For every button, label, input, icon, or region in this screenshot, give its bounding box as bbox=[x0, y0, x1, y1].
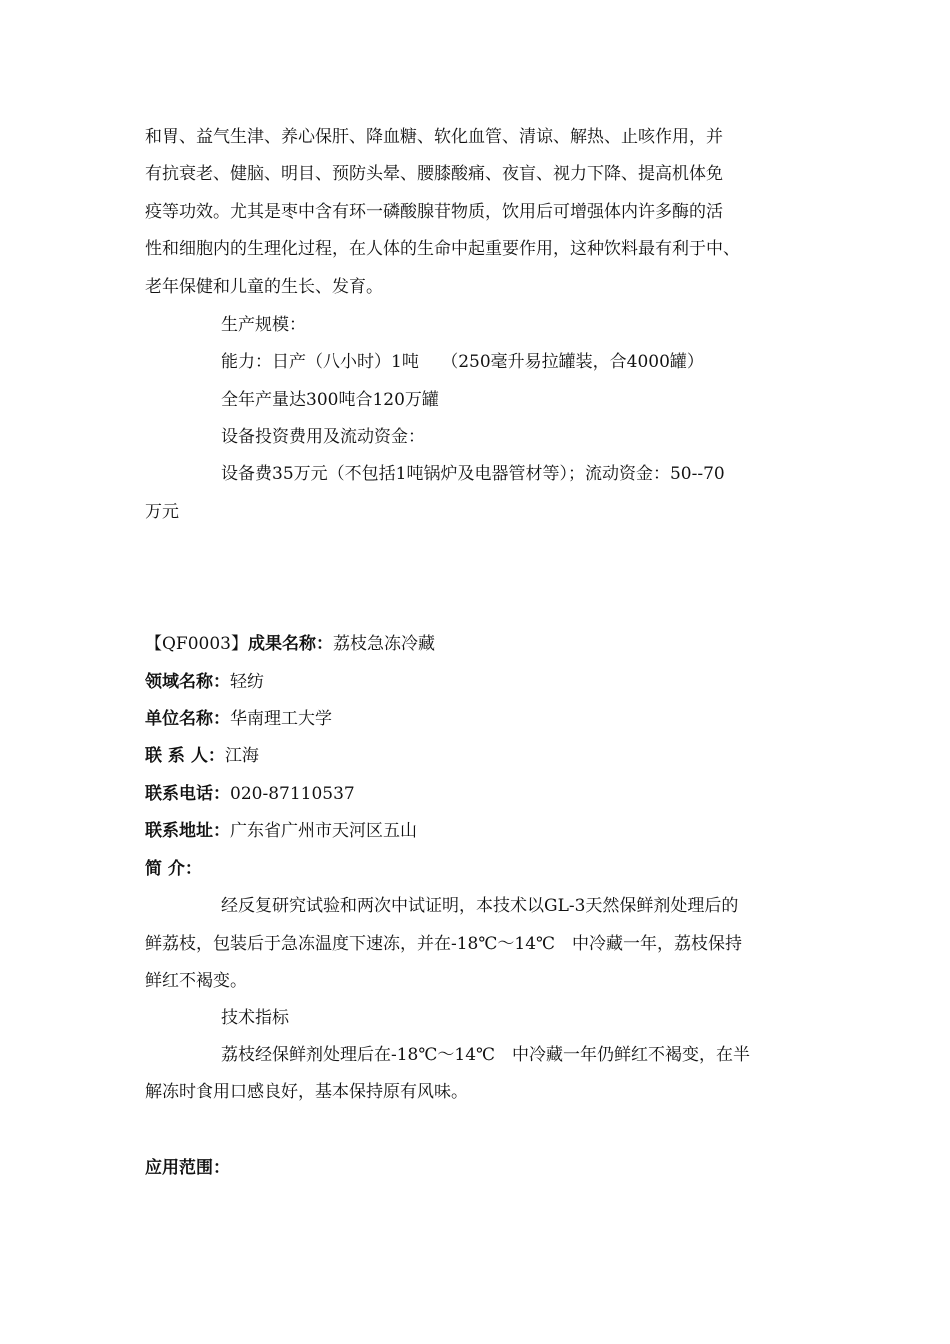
record-code: 【QF0003】 bbox=[145, 634, 248, 654]
investment-heading: 设备投资费用及流动资金： bbox=[221, 427, 425, 447]
production-heading: 生产规模： bbox=[221, 315, 306, 335]
unit-row bbox=[145, 707, 810, 731]
record-intro-line-3: 鲜红不褐变。 bbox=[145, 971, 247, 991]
intro-line-1: 和胃、益气生津、养心保肝、降血糖、软化血管、清谅、解热、止咳作用，并 bbox=[145, 127, 723, 147]
tech-heading: 技术指标 bbox=[221, 1008, 289, 1028]
tech-line-1: 荔枝经保鲜剂处理后在-18℃～14℃ 中冷藏一年仍鲜红不褐变，在半 bbox=[221, 1045, 751, 1065]
production-annual: 全年产量达300吨合120万罐 bbox=[221, 390, 439, 410]
phone-row bbox=[145, 782, 810, 806]
field-label: 领域名称： bbox=[145, 672, 230, 692]
record-name-value: 荔枝急冻冷藏 bbox=[333, 634, 435, 654]
contact-value: 江海 bbox=[224, 746, 259, 766]
phone-value: 020-87110537 bbox=[230, 784, 355, 804]
intro-line-3: 疫等功效。尤其是枣中含有环一磷酸腺苷物质，饮用后可增强体内许多酶的活 bbox=[145, 202, 723, 222]
record-intro-line-1: 经反复研究试验和两次中试证明，本技术以GL-3天然保鲜剂处理后的 bbox=[221, 896, 739, 916]
record-title bbox=[145, 632, 810, 656]
intro-line-2: 有抗衰老、健脑、明目、预防头晕、腰膝酸痛、夜盲、视力下降、提高机体免 bbox=[145, 164, 723, 184]
record-intro-line-2: 鲜荔枝，包装后于急冻温度下速冻，并在-18℃～14℃ 中冷藏一年，荔枝保持 bbox=[145, 934, 743, 954]
intro-line-4: 性和细胞内的生理化过程，在人体的生命中起重要作用，这种饮料最有利于中、 bbox=[145, 239, 740, 259]
tech-line-2: 解冻时食用口感良好，基本保持原有风味。 bbox=[145, 1082, 468, 1102]
intro-line-5: 老年保健和儿童的生长、发育。 bbox=[145, 277, 383, 297]
address-value: 广东省广州市天河区五山 bbox=[230, 821, 417, 841]
contact-label: 联 系 人： bbox=[145, 746, 225, 766]
record-name-label: 成果名称： bbox=[248, 634, 333, 654]
phone-label: 联系电话： bbox=[145, 784, 230, 804]
address-label: 联系地址： bbox=[145, 821, 230, 841]
contact-row bbox=[145, 744, 810, 768]
address-row bbox=[145, 819, 810, 843]
investment-line-2: 万元 bbox=[145, 502, 179, 522]
field-value: 轻纺 bbox=[230, 672, 264, 692]
unit-value: 华南理工大学 bbox=[230, 709, 332, 729]
investment-line-1: 设备费35万元（不包括1吨锅炉及电器管材等）；流动资金：50--70 bbox=[221, 464, 725, 484]
unit-label: 单位名称： bbox=[145, 709, 230, 729]
production-capacity: 能力：日产（八小时）1吨 （250毫升易拉罐装，合4000罐） bbox=[221, 352, 704, 372]
application-label: 应用范围： bbox=[145, 1158, 230, 1178]
intro-label: 简 介： bbox=[145, 859, 202, 879]
field-row bbox=[145, 670, 810, 694]
